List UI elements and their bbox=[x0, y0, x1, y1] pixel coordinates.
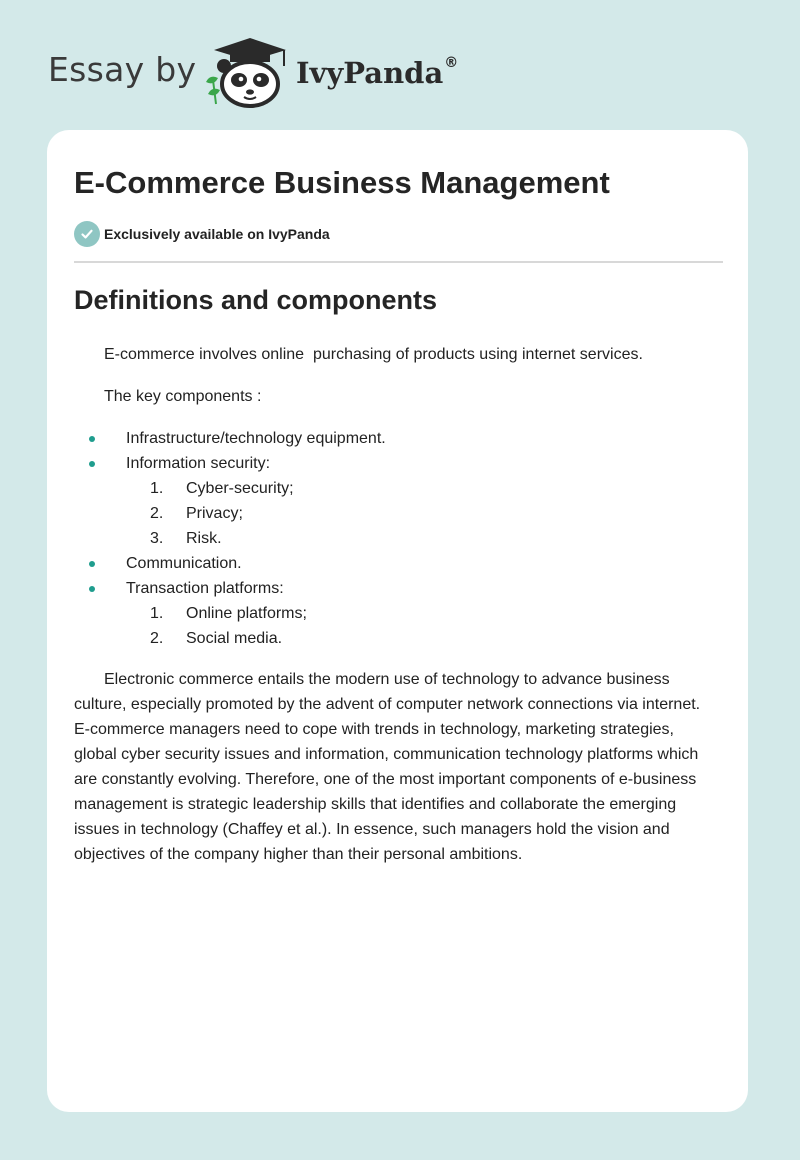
intro-paragraph: E-commerce involves online purchasing of products using internet services. bbox=[104, 346, 643, 363]
sub-list-number: 2. bbox=[150, 630, 164, 647]
sub-list-text: Risk. bbox=[186, 530, 222, 547]
list-item-label: Transaction platforms: bbox=[126, 580, 284, 597]
panda-graduate-logo-icon[interactable] bbox=[200, 34, 292, 110]
list-item-label: Information security: bbox=[126, 455, 271, 472]
key-components-intro: The key components : bbox=[104, 388, 262, 405]
registered-mark: ® bbox=[444, 55, 459, 71]
sub-list-text: Privacy; bbox=[186, 505, 243, 522]
brand-text: IvyPanda bbox=[296, 56, 444, 90]
sub-list-text: Cyber-security; bbox=[186, 480, 294, 497]
sub-list-number: 1. bbox=[150, 605, 164, 622]
list-item bbox=[74, 551, 714, 576]
sub-list bbox=[126, 601, 714, 651]
exclusive-badge bbox=[74, 221, 330, 247]
essay-card bbox=[47, 130, 748, 1112]
sub-list-number: 2. bbox=[150, 505, 164, 522]
site-header bbox=[0, 0, 800, 130]
badge-label: Exclusively available on IvyPanda bbox=[104, 226, 330, 242]
section-heading: Definitions and components bbox=[74, 285, 438, 315]
page-title: E-Commerce Business Management bbox=[74, 165, 610, 200]
sub-list-text: Social media. bbox=[186, 630, 283, 647]
brand-name[interactable] bbox=[296, 55, 458, 90]
list-item bbox=[74, 451, 714, 551]
sub-list-text: Online platforms; bbox=[186, 605, 307, 622]
sub-list-item bbox=[126, 476, 714, 501]
sub-list-number: 3. bbox=[150, 530, 164, 547]
sub-list-number: 1. bbox=[150, 480, 164, 497]
list-item-label: Communication. bbox=[126, 555, 242, 572]
body-paragraph: Electronic commerce entails the modern use of technology to advance business culture, especially promoted by the advent of computer network connections via internet. E-commerce managers need to cope with trends in technology, marketing strategies, global cyber security issues and information, communication technology platforms which are constantly evolving. Therefore, one of the most important components of e-business management is strategic leadership skills that identifies and collaborate the emerging issues in technology (Chaffey et al.). In essence, such managers hold the vision and objectives of the company higher than their personal ambitions. bbox=[74, 671, 701, 863]
sub-list-item bbox=[126, 526, 714, 551]
list-item-label: Infrastructure/technology equipment. bbox=[126, 430, 386, 447]
divider bbox=[74, 261, 723, 263]
sub-list-item bbox=[126, 626, 714, 651]
list-item bbox=[74, 426, 714, 451]
components-list bbox=[74, 426, 714, 651]
sub-list-item bbox=[126, 501, 714, 526]
sub-list-item bbox=[126, 601, 714, 626]
check-icon bbox=[74, 221, 100, 247]
essay-by-label: Essay by bbox=[48, 50, 197, 89]
list-item bbox=[74, 576, 714, 651]
sub-list bbox=[126, 476, 714, 551]
